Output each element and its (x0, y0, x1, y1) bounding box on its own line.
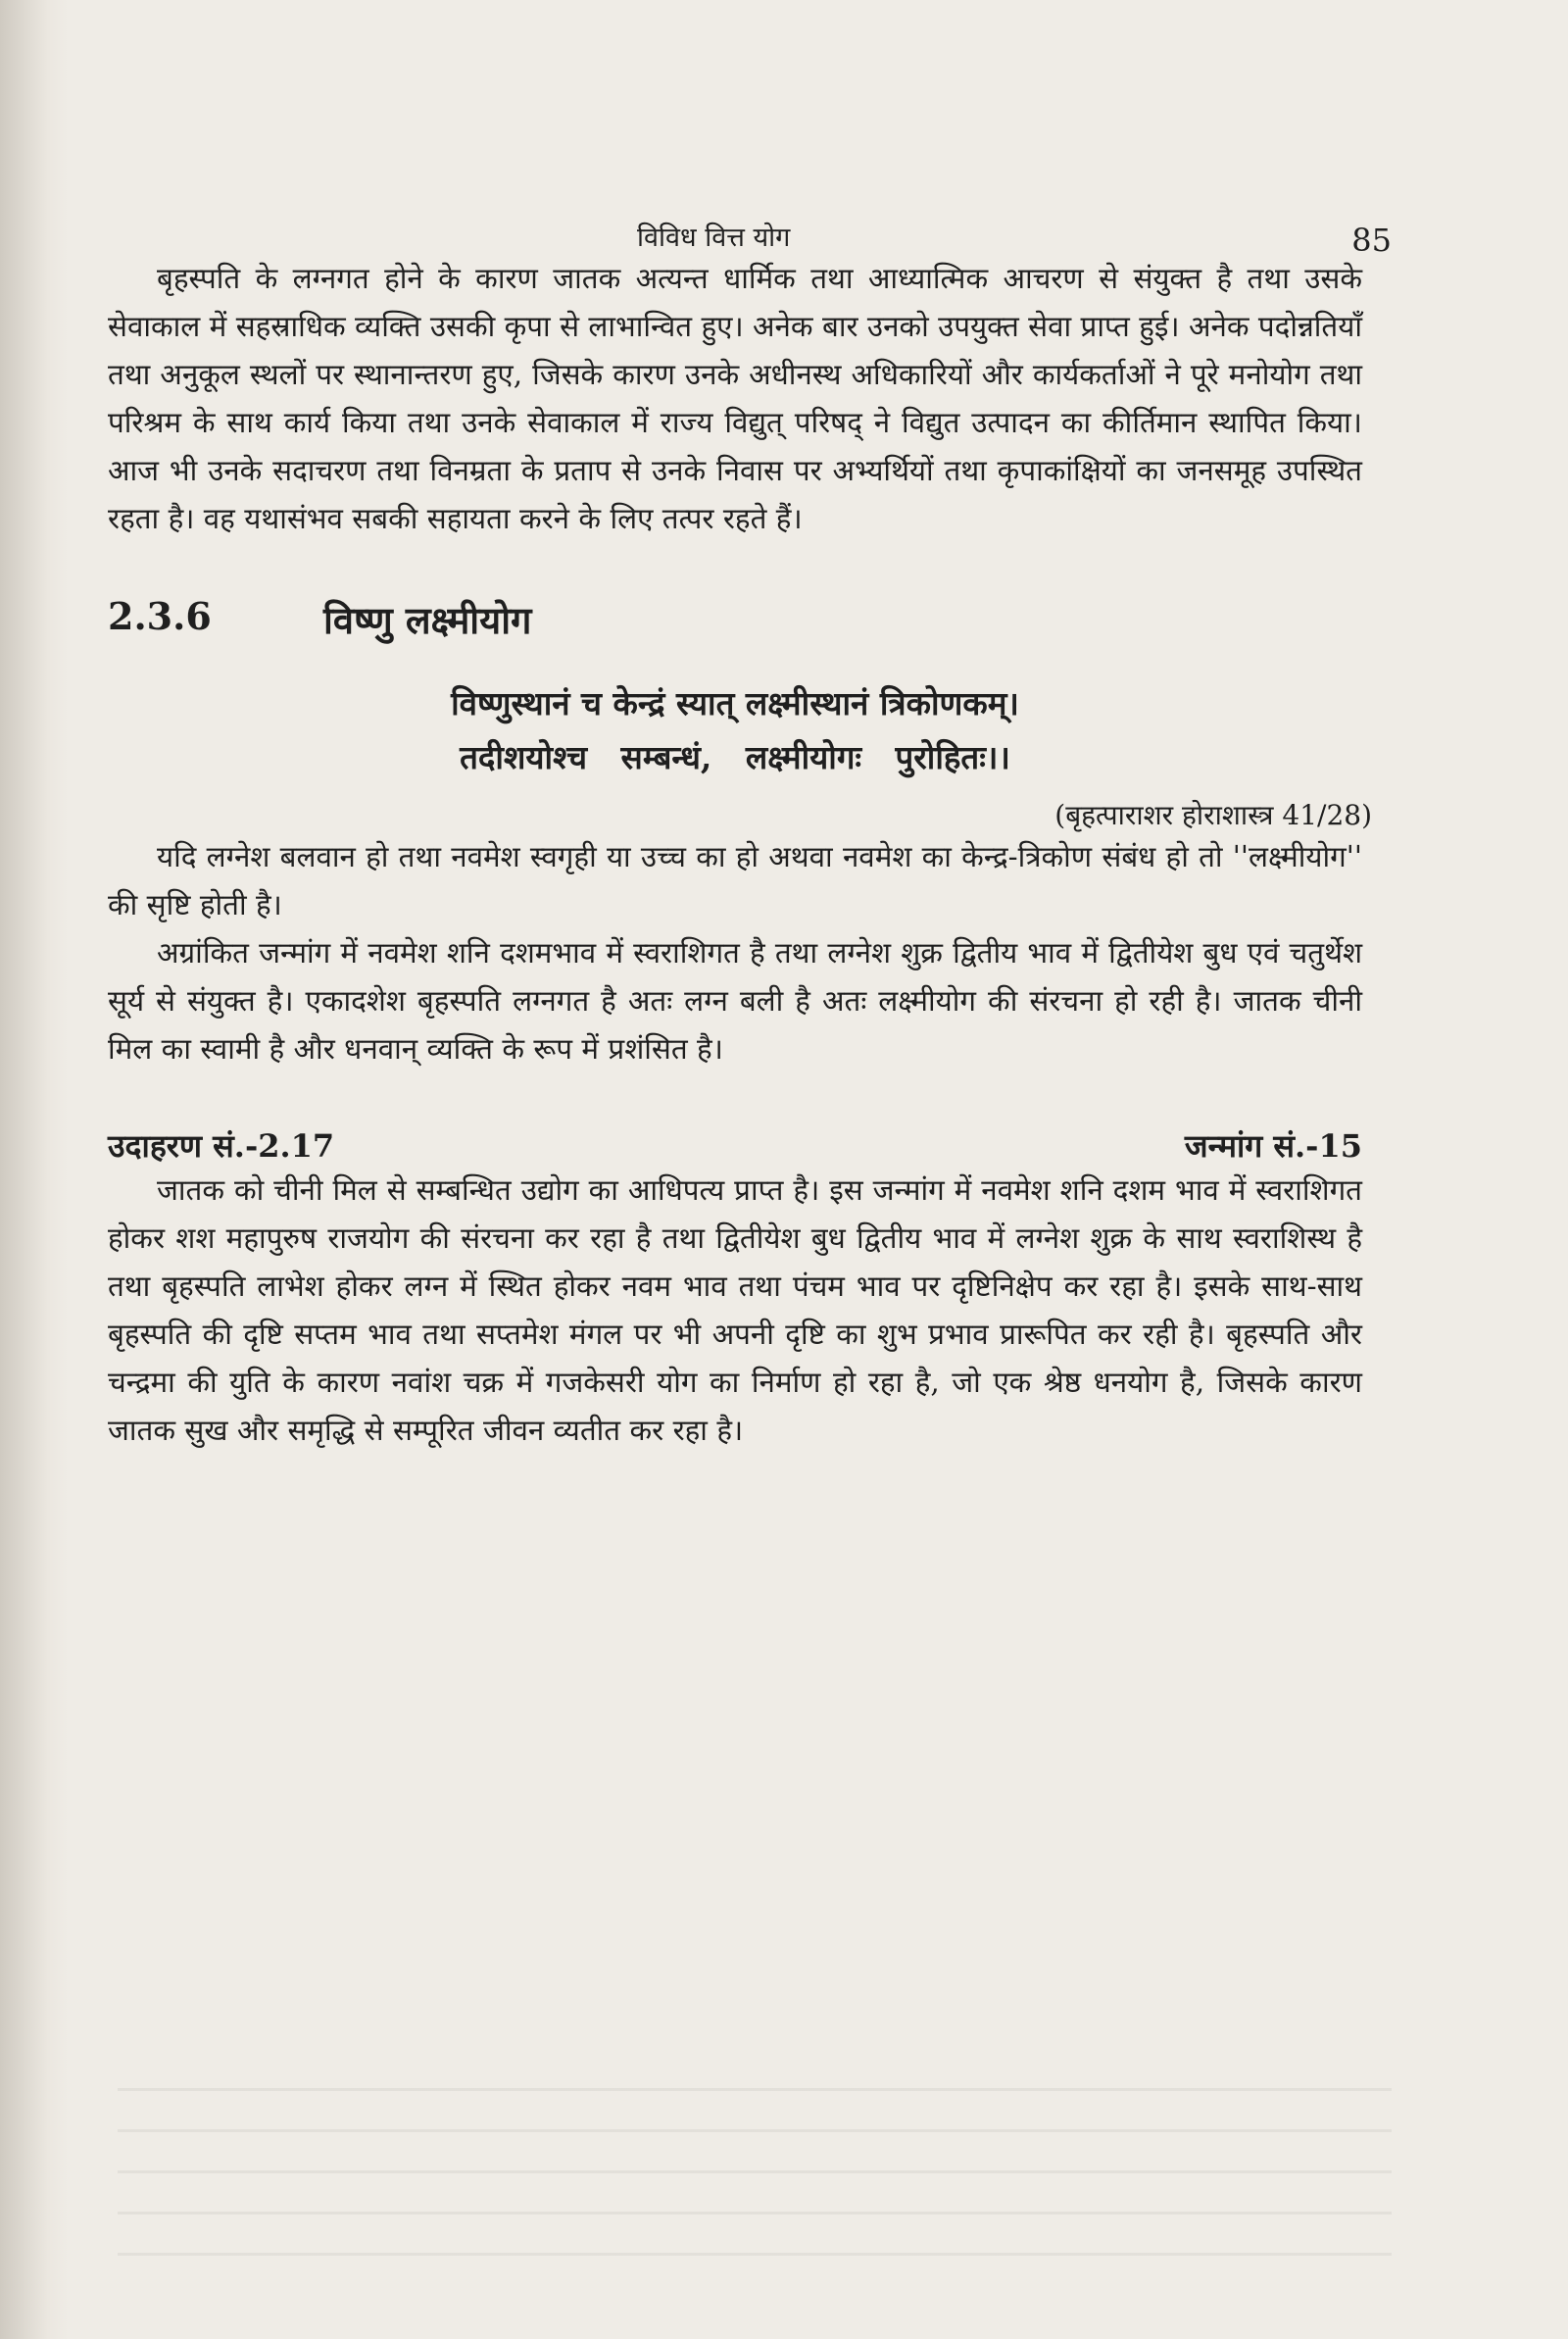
paragraph-chart-explanation: अग्रांकित जन्मांग में नवमेश शनि दशमभाव में स्वराशिगत है तथा लग्नेश शुक्र द्वितीय भाव में द्वितीयेश बुध एवं चतुर्थेश सूर्य से संयुक्त है। एकादशेश बृहस्पति लग्नगत है अतः लग्न बली है अतः लक्ष्मीयोग की संरचना हो रही है। जातक चीनी मिल का स्वामी है और धनवान् व्यक्ति के रूप में प्रशंसित है। (108, 936, 1362, 1066)
example-label: उदाहरण सं.-2.17 (108, 1127, 335, 1165)
shloka (108, 676, 1362, 784)
paragraph-example-analysis: जातक को चीनी मिल से सम्बन्धित उद्योग का आधिपत्य प्राप्त है। इस जन्मांग में नवमेश शनि दशम भाव में स्वराशिगत होकर शश महापुरुष राजयोग की संरचना कर रहा है तथा द्वितीयेश बुध द्वितीय भाव में लग्नेश शुक्र के साथ स्वराशिस्थ है तथा बृहस्पति लाभेश होकर लग्न में स्थित होकर नवम भाव तथा पंचम भाव पर दृष्टिनिक्षेप कर रहा है। इसके साथ-साथ बृहस्पति की दृष्टि सप्तम भाव तथा सप्तमेश मंगल पर भी अपनी दृष्टि का शुभ प्रभाव प्रारूपित कर रही है। बृहस्पति और चन्द्रमा की युति के कारण नवांश चक्र में गजकेसरी योग का निर्माण हो रहा है, जो एक श्रेष्ठ धनयोग है, जिसके कारण जातक सुख और समृद्धि से सम्पूरित जीवन व्यतीत कर रहा है। (108, 1173, 1362, 1447)
paragraph-jupiter-in-lagna: बृहस्पति के लग्नगत होने के कारण जातक अत्यन्त धार्मिक तथा आध्यात्मिक आचरण से संयुक्त है तथा उसके सेवाकाल में सहस्राधिक व्यक्ति उसकी कृपा से लाभान्वित हुए। अनेक बार उनको उपयुक्त सेवा प्राप्त हुई। अनेक पदोन्नतियाँ तथा अनुकूल स्थलों पर स्थानान्तरण हुए, जिसके कारण उनके अधीनस्थ अधिकारियों और कार्यकर्ताओं ने पूरे मनोयोग तथा परिश्रम के साथ कार्य किया तथा उनके सेवाकाल में राज्य विद्युत् परिषद् ने विद्युत उत्पादन का कीर्तिमान स्थापित किया। आज भी उनके सदाचरण तथा विनम्रता के प्रताप से उनके निवास पर अभ्यर्थियों तथा कृपाकांक्षियों का जनसमूह उपस्थित रहता है। वह यथासंभव सबकी सहायता करने के लिए तत्पर रहते हैं। (108, 262, 1362, 535)
show-through-text (118, 2088, 1392, 2284)
shloka-line-2: तदीशयोश्च सम्बन्धं, लक्ष्मीयोगः पुरोहितः।। (460, 738, 1010, 776)
book-page (108, 196, 1392, 1455)
page-header (108, 196, 1392, 259)
section-number: 2.3.6 (108, 594, 212, 638)
page-number: 85 (1351, 222, 1392, 259)
paragraph-lakshmi-yoga-definition: यदि लग्नेश बलवान हो तथा नवमेश स्वगृही या उच्च का हो अथवा नवमेश का केन्द्र-त्रिकोण संबंध हो तो ''लक्ष्मीयोग'' की सृष्टि होती है। (108, 840, 1362, 921)
shloka-line-1: विष्णुस्थानं च केन्द्रं स्यात् लक्ष्मीस्थानं त्रिकोणकम्। (451, 684, 1019, 722)
section-title: विष्णु लक्ष्मीयोग (323, 598, 532, 642)
chart-label: जन्मांग सं.-15 (1184, 1127, 1362, 1165)
running-title: विविध वित्त योग (637, 223, 791, 253)
section-heading (108, 594, 1362, 645)
shloka-source: (बृहत्पाराशर होराशास्त्र 41/28) (1054, 799, 1372, 831)
example-heading-row (108, 1124, 1362, 1167)
book-gutter (0, 0, 69, 2339)
